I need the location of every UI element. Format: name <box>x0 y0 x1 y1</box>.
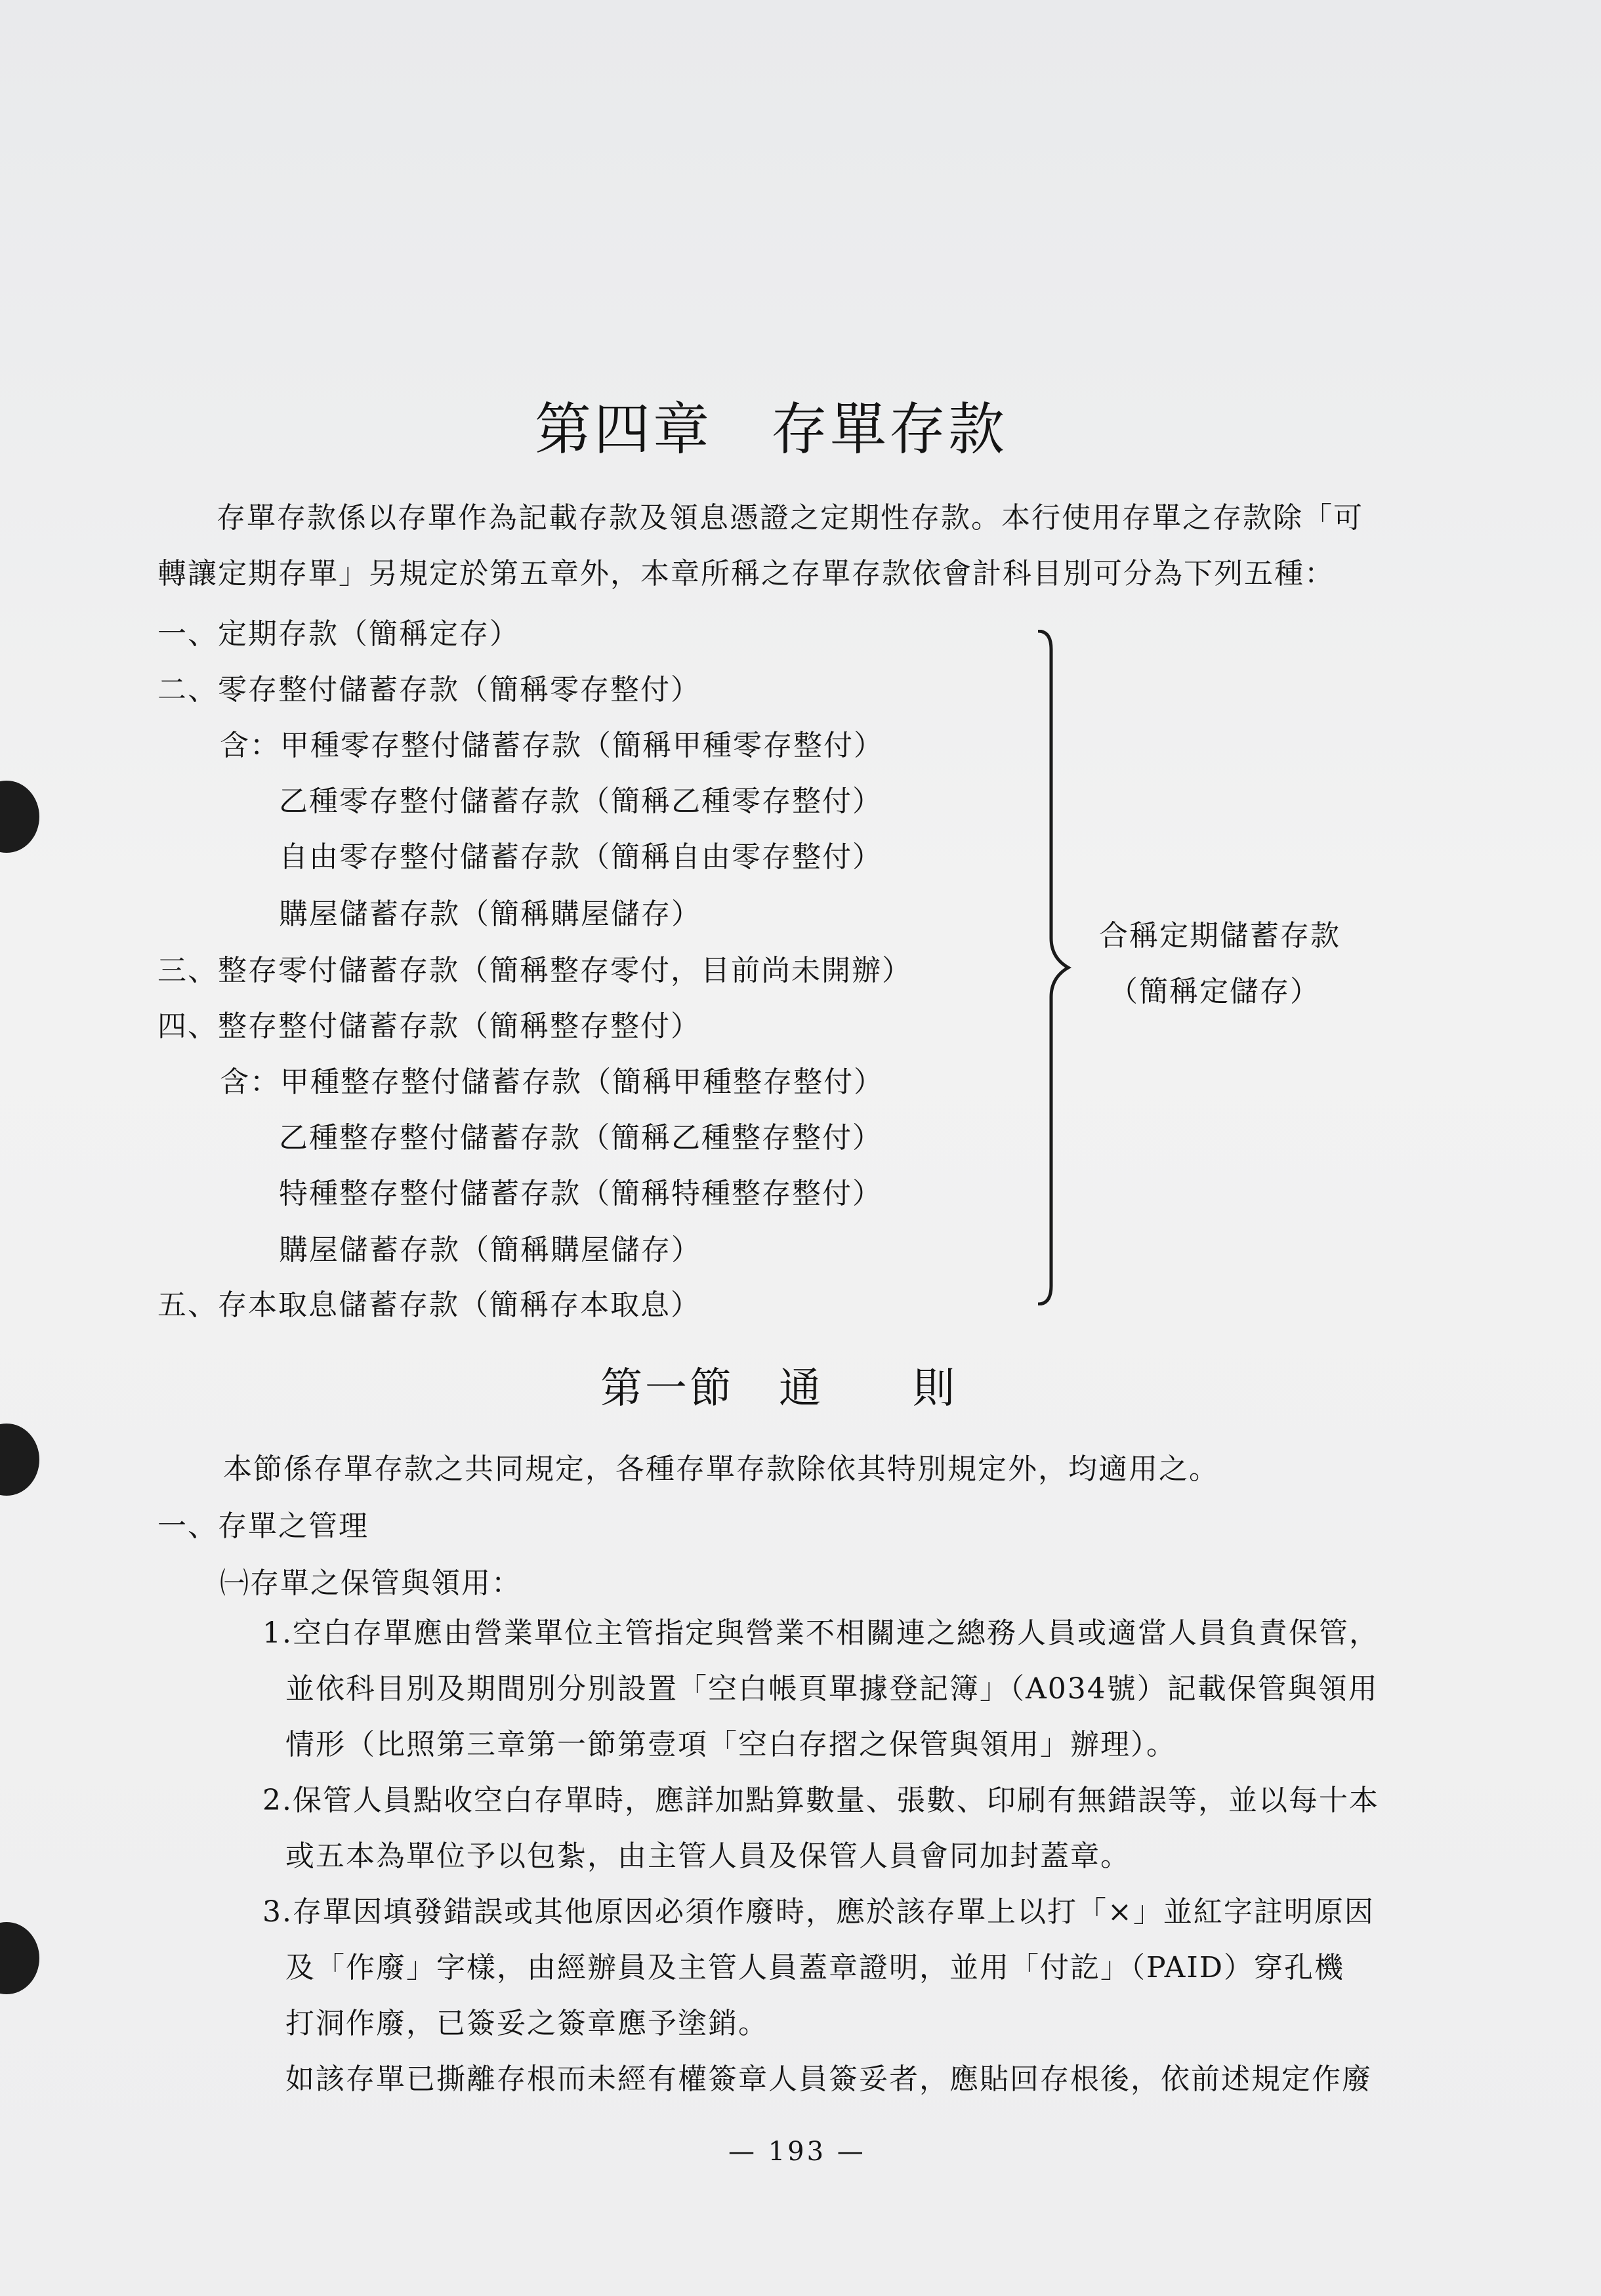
category-subitem: 自由零存整付儲蓄存款（簡稱自由零存整付） <box>279 840 883 874</box>
brace-label: （簡稱定儲存） <box>1109 975 1320 1008</box>
category-item: 二、零存整付儲蓄存款（簡稱零存整付） <box>157 673 701 707</box>
chapter-title: 第四章 存單存款 <box>535 397 1007 462</box>
category-item: 四、整存整付儲蓄存款（簡稱整存整付） <box>157 1010 701 1043</box>
category-item: 五、存本取息儲蓄存款（簡稱存本取息） <box>157 1288 701 1322</box>
category-item: 三、整存零付儲蓄存款（簡稱整存零付，目前尚未開辦） <box>157 954 912 987</box>
category-subitem: 含：甲種零存整付儲蓄存款（簡稱甲種零存整付） <box>220 729 884 762</box>
section-title: 第一節 通 則 <box>600 1364 957 1413</box>
rule-line: 並依科目別及期間別分別設置「空白帳頁單據登記簿」（A034號）記載保管與領用 <box>285 1672 1379 1706</box>
category-subitem: 購屋儲蓄存款（簡稱購屋儲存） <box>279 897 701 931</box>
brace-label: 合稱定期儲蓄存款 <box>1099 919 1341 953</box>
rule-line: 或五本為單位予以包紮，由主管人員及保管人員會同加封蓋章。 <box>285 1839 1131 1873</box>
intro-line-1: 存單存款係以存單作為記載存款及領息憑證之定期性存款。本行使用存單之存款除「可 <box>217 501 1363 535</box>
category-item: 一、定期存款（簡稱定存） <box>157 617 520 651</box>
punch-hole <box>0 1922 39 1994</box>
rule-line: 3.存單因填發錯誤或其他原因必須作廢時，應於該存單上以打「×」並紅字註明原因 <box>262 1895 1375 1929</box>
rule-line: 及「作廢」字樣，由經辦員及主管人員蓋章證明，並用「付訖」（PAID）穿孔機 <box>285 1951 1344 1984</box>
grouping-brace <box>1037 630 1076 1305</box>
category-subitem: 特種整存整付儲蓄存款（簡稱特種整存整付） <box>279 1177 883 1210</box>
rule-line: 1.空白存單應由營業單位主管指定與營業不相關連之總務人員或適當人員負責保管， <box>262 1616 1379 1650</box>
category-subitem: 乙種整存整付儲蓄存款（簡稱乙種整存整付） <box>279 1121 883 1155</box>
category-subitem: 購屋儲蓄存款（簡稱購屋儲存） <box>279 1233 701 1267</box>
punch-hole <box>0 781 39 853</box>
category-subitem: 含：甲種整存整付儲蓄存款（簡稱甲種整存整付） <box>220 1065 884 1099</box>
section-intro: 本節係存單存款之共同規定，各種存單存款除依其特別規定外，均適用之。 <box>223 1452 1219 1486</box>
intro-line-2: 轉讓定期存單」另規定於第五章外，本章所稱之存單存款依會計科目別可分為下列五種： <box>157 557 1335 590</box>
punch-hole <box>0 1424 39 1496</box>
subheading: ㈠存單之保管與領用： <box>220 1567 522 1600</box>
rule-line: 2.保管人員點收空白存單時，應詳加點算數量、張數、印刷有無錯誤等，並以每十本 <box>262 1784 1379 1817</box>
rule-line: 情形（比照第三章第一節第壹項「空白存摺之保管與領用」辦理）。 <box>285 1728 1176 1761</box>
rule-line: 如該存單已撕離存根而未經有權簽章人員簽妥者，應貼回存根後，依前述規定作廢 <box>285 2062 1372 2096</box>
rule-line: 打洞作廢，已簽妥之簽章應予塗銷。 <box>285 2007 768 2040</box>
heading: 一、存單之管理 <box>157 1509 369 1543</box>
category-subitem: 乙種零存整付儲蓄存款（簡稱乙種零存整付） <box>279 785 883 818</box>
page-number: — 193 — <box>728 2137 866 2167</box>
